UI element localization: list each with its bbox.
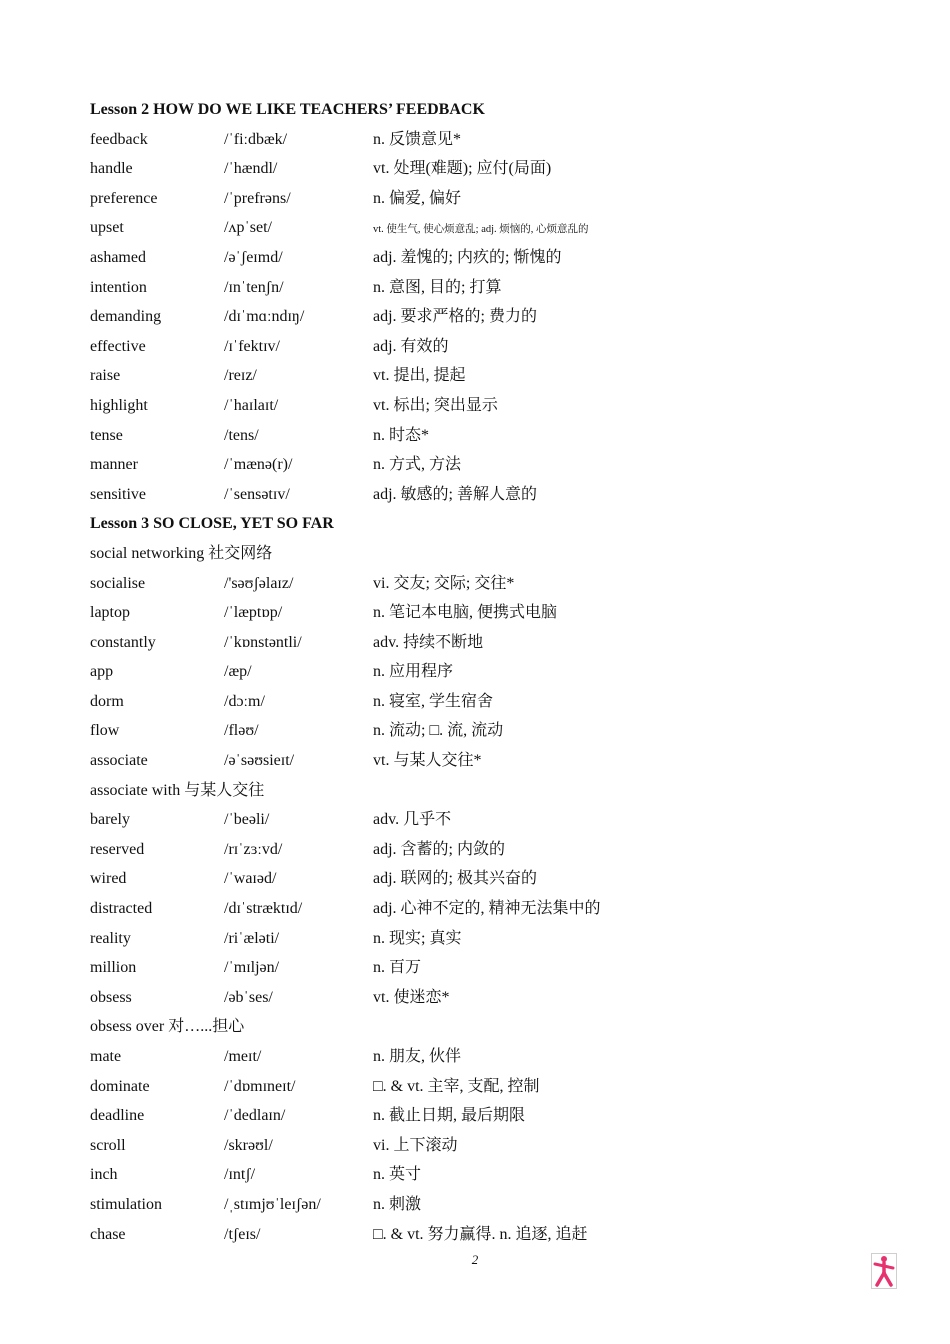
vocab-meaning: n. 反馈意见* (373, 130, 462, 148)
vocab-phonetic: /dɪˈmɑːndɪŋ/ (224, 308, 305, 326)
vocab-phonetic: /əbˈses/ (224, 988, 273, 1006)
vocab-phonetic: /ˈlæptɒp/ (224, 604, 283, 622)
vocab-entry (90, 213, 870, 243)
vocab-word: reserved (90, 840, 145, 858)
vocab-word: laptop (90, 604, 130, 622)
vocab-entry (90, 835, 870, 865)
vocab-meaning: vi. 上下滚动 (373, 1136, 458, 1154)
vocab-meaning: vt. 使生气, 使心烦意乱; adj. 烦恼的, 心烦意乱的 (373, 224, 589, 236)
vocab-word: upset (90, 219, 124, 237)
vocab-phonetic: /ˈbeəli/ (224, 811, 270, 829)
vocab-meaning: n. 流动; □. 流, 流动 (373, 722, 504, 740)
vocab-meaning: n. 刺激 (373, 1195, 422, 1213)
vocab-word: raise (90, 367, 121, 385)
lesson-3-entries-b (90, 805, 870, 1012)
vocab-entry (90, 924, 870, 954)
vocab-phonetic: /ˈhaɪlaɪt/ (224, 396, 279, 414)
vocab-word: feedback (90, 130, 148, 148)
page-number: 2 (471, 1252, 479, 1267)
vocab-entry (90, 805, 870, 835)
vocab-entry (90, 391, 870, 421)
vocab-phonetic: /ˈwaɪəd/ (224, 870, 277, 888)
vocab-meaning: n. 意图, 目的; 打算 (373, 278, 502, 296)
vocab-entry (90, 983, 870, 1013)
vocab-word: app (90, 663, 114, 681)
vocab-meaning: n. 偏爱, 偏好 (373, 189, 462, 207)
vocab-entry (90, 953, 870, 983)
lesson-2-heading: Lesson 2 HOW DO WE LIKE TEACHERS’ FEEDBACK (90, 101, 485, 118)
vocab-word: socialise (90, 574, 146, 592)
vocab-word: deadline (90, 1107, 145, 1125)
vocab-entry (90, 480, 870, 510)
vocab-entry (90, 302, 870, 332)
vocab-word: scroll (90, 1136, 126, 1154)
vocab-phonetic: /əˈʃeɪmd/ (224, 248, 283, 266)
vocab-phonetic: /ˈkɒnstəntli/ (224, 633, 302, 651)
vocab-phonetic: /ɪˈfektɪv/ (224, 337, 280, 355)
phrase-associate-with: associate with 与某人交往 (90, 781, 265, 799)
vocab-entry (90, 1220, 870, 1250)
vocab-phonetic: /fləʊ/ (224, 722, 259, 740)
vocab-word: ashamed (90, 248, 146, 266)
vocab-meaning: □. & vt. 主宰, 支配, 控制 (373, 1077, 540, 1095)
lesson-3-entries-a (90, 569, 870, 776)
lesson-3-heading: Lesson 3 SO CLOSE, YET SO FAR (90, 515, 334, 533)
vocab-meaning: n. 朋友, 伙伴 (373, 1048, 462, 1065)
vocab-phonetic: /ɪntʃ/ (224, 1166, 256, 1184)
vocab-entry (90, 273, 870, 303)
vocab-word: handle (90, 160, 133, 178)
vocab-entry (90, 125, 870, 155)
vocab-phonetic: /ˈsensətɪv/ (224, 485, 290, 503)
vocab-entry (90, 864, 870, 894)
vocab-meaning: adj. 心神不定的, 精神无法集中的 (373, 900, 601, 918)
vocab-meaning: vt. 标出; 突出显示 (373, 396, 498, 414)
vocab-entry (90, 1190, 870, 1220)
vocab-meaning: n. 方式, 方法 (373, 456, 462, 474)
vocab-entry (90, 894, 870, 924)
vocab-word: obsess (90, 988, 132, 1006)
vocab-word: flow (90, 722, 120, 740)
vocab-entry (90, 154, 870, 184)
vocab-phonetic: /ˈmænə(r)/ (224, 456, 293, 474)
lesson-3-entries-c (90, 1042, 870, 1249)
vocab-phonetic: /ɪnˈtenʃn/ (224, 278, 284, 296)
vocab-word: manner (90, 456, 138, 474)
vocab-entry (90, 1131, 870, 1161)
vocab-meaning: adj. 含蓄的; 内敛的 (373, 840, 505, 858)
vocab-meaning: adj. 羞愧的; 内疚的; 惭愧的 (373, 248, 562, 266)
vocab-meaning: adv. 持续不断地 (373, 633, 484, 651)
vocab-entry (90, 361, 870, 391)
vocab-entry (90, 1072, 870, 1102)
vocab-word: tense (90, 426, 123, 444)
vocab-word: preference (90, 189, 158, 207)
phrase-row (90, 776, 870, 806)
vocab-word: highlight (90, 396, 148, 414)
vocab-phonetic: /æp/ (224, 663, 252, 681)
vocab-word: stimulation (90, 1195, 162, 1213)
vocab-phonetic: /riˈæləti/ (224, 929, 280, 947)
vocab-entry (90, 1160, 870, 1190)
vocab-entry (90, 657, 870, 687)
vocab-phonetic: /ˈdɒmɪneɪt/ (224, 1077, 296, 1095)
vocab-meaning: adj. 要求严格的; 费力的 (373, 308, 537, 326)
vocab-meaning: vt. 使迷恋* (373, 988, 450, 1006)
vocab-meaning: n. 现实; 真实 (373, 929, 462, 947)
vocab-entry (90, 421, 870, 451)
vocab-phonetic: /ˈfiːdbæk/ (224, 130, 288, 148)
vocab-phonetic: /rɪˈzɜːvd/ (224, 840, 283, 858)
vocab-entry (90, 1101, 870, 1131)
vocab-meaning: n. 应用程序 (373, 663, 454, 681)
vocab-entry (90, 450, 870, 480)
vocab-phonetic: /reɪz/ (224, 367, 257, 385)
vocab-phonetic: /ˈprefrəns/ (224, 189, 291, 207)
lesson-2-entries (90, 125, 870, 510)
vocab-word: chase (90, 1225, 126, 1243)
vocab-entry (90, 569, 870, 599)
vocab-word: constantly (90, 633, 156, 651)
vocab-meaning: n. 笔记本电脑, 便携式电脑 (373, 604, 558, 622)
vocab-word: distracted (90, 900, 153, 918)
vocab-phonetic: /meɪt/ (224, 1048, 262, 1065)
vocab-phonetic: /dɪˈstræktɪd/ (224, 900, 303, 918)
vocab-meaning: adj. 敏感的; 善解人意的 (373, 485, 537, 503)
vocab-word: barely (90, 811, 130, 829)
vocab-phonetic: /skrəʊl/ (224, 1136, 273, 1154)
vocab-meaning: adj. 联网的; 极其兴奋的 (373, 870, 537, 888)
vocab-word: intention (90, 278, 147, 296)
vocab-word: mate (90, 1048, 122, 1065)
vocab-phonetic: /tʃeɪs/ (224, 1225, 261, 1243)
vocab-meaning: n. 百万 (373, 959, 422, 977)
vocab-word: dominate (90, 1077, 150, 1095)
vocab-meaning: n. 寝室, 学生宿舍 (373, 692, 494, 710)
vocab-word: demanding (90, 308, 162, 326)
vocab-meaning: n. 英寸 (373, 1166, 422, 1184)
vocab-word: reality (90, 929, 131, 947)
vocab-meaning: vt. 与某人交往* (373, 752, 482, 770)
phrase-row (90, 539, 870, 569)
vocab-word: million (90, 959, 137, 977)
vocab-phonetic: /'səʊʃəlaɪz/ (224, 574, 294, 592)
vocab-meaning: adv. 几乎不 (373, 811, 452, 829)
phrase-row (90, 1012, 870, 1042)
vocab-entry (90, 332, 870, 362)
vocab-phonetic: /ˈdedlaɪn/ (224, 1107, 286, 1125)
vocab-meaning: n. 截止日期, 最后期限 (373, 1107, 526, 1125)
vocab-entry (90, 1042, 870, 1072)
vocab-phonetic: /ˈhændl/ (224, 160, 278, 178)
vocab-meaning: □. & vt. 努力赢得. n. 追逐, 追赶 (373, 1225, 588, 1243)
vocab-phonetic: /ˌstɪmjʊˈleɪʃən/ (224, 1195, 321, 1213)
vocab-entry (90, 184, 870, 214)
vocab-word: inch (90, 1166, 118, 1184)
vocab-word: wired (90, 870, 127, 888)
vocab-entry (90, 746, 870, 776)
vocab-word: effective (90, 337, 146, 355)
vocab-entry (90, 628, 870, 658)
vocab-phonetic: /dɔːm/ (224, 692, 265, 710)
vocab-entry (90, 598, 870, 628)
vocab-entry (90, 687, 870, 717)
vocab-word: dorm (90, 692, 124, 710)
phrase-obsess-over: obsess over 对…...担心 (90, 1018, 245, 1036)
vocab-meaning: n. 时态* (373, 426, 430, 444)
vocab-word: sensitive (90, 485, 146, 503)
vocab-meaning: vi. 交友; 交际; 交往* (373, 574, 515, 592)
vocab-entry (90, 716, 870, 746)
vocabulary-list (90, 95, 870, 1249)
vocab-meaning: vt. 处理(难题); 应付(局面) (373, 160, 552, 178)
vocab-phonetic: /əˈsəʊsieɪt/ (224, 752, 295, 770)
stick-figure-logo-icon (871, 1253, 897, 1289)
vocab-meaning: adj. 有效的 (373, 337, 449, 355)
vocab-phonetic: /tens/ (224, 426, 259, 444)
vocab-entry (90, 243, 870, 273)
vocab-word: associate (90, 752, 148, 770)
vocab-phonetic: /ʌpˈset/ (224, 219, 272, 237)
vocab-phonetic: /ˈmɪljən/ (224, 959, 280, 977)
vocab-meaning: vt. 提出, 提起 (373, 367, 466, 385)
phrase-social-networking: social networking 社交网络 (90, 544, 273, 562)
